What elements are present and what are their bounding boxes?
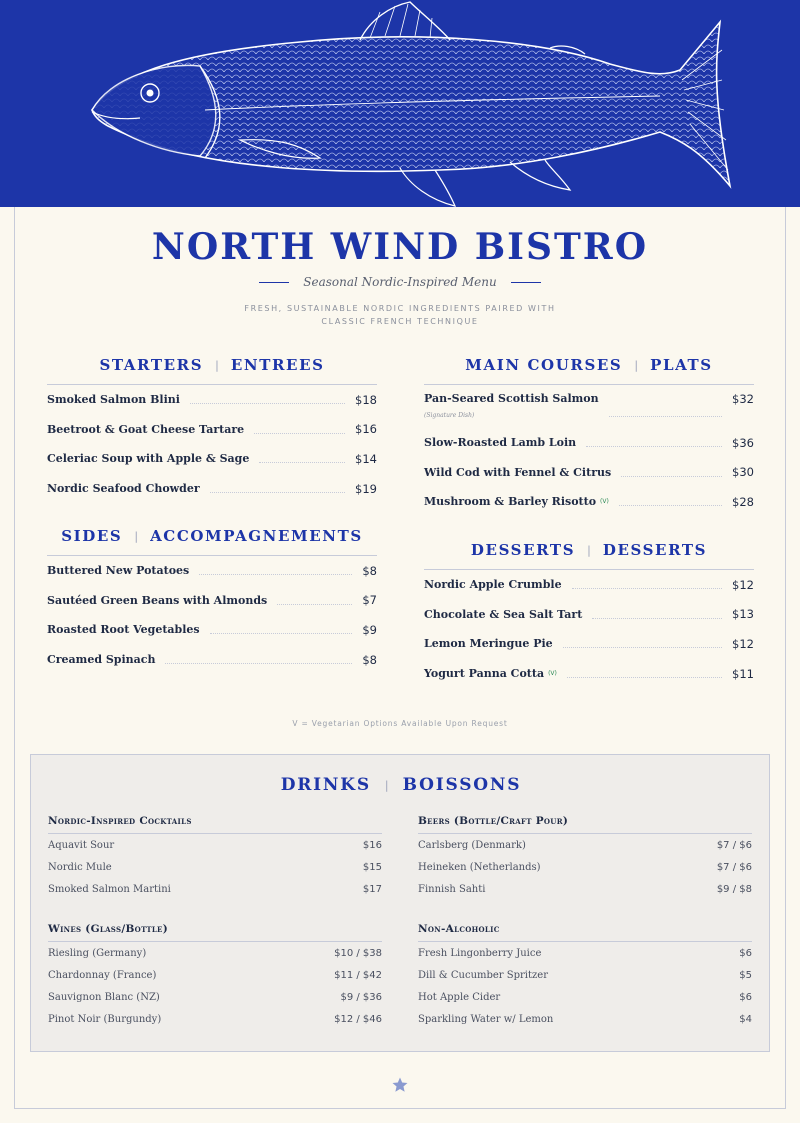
item-name: Nordic Apple Crumble <box>424 578 562 592</box>
item-name: Smoked Salmon Blini <box>47 393 180 407</box>
leader-dots <box>165 663 352 664</box>
divider <box>511 282 541 283</box>
drink-row <box>48 1008 382 1030</box>
menu-item <box>47 474 377 504</box>
menu-item <box>47 615 377 645</box>
item-price: $12 <box>732 636 754 651</box>
section-heading <box>47 356 377 385</box>
leader-dots <box>619 505 722 506</box>
drink-row <box>48 834 382 856</box>
section-title: STARTERS <box>99 356 204 374</box>
drink-row <box>418 834 752 856</box>
drinks-panel <box>30 754 770 1052</box>
drink-price: $5 <box>739 969 752 981</box>
section-sides <box>47 527 377 674</box>
item-name: Slow-Roasted Lamb Loin <box>424 436 577 450</box>
section-mains <box>424 356 754 517</box>
item-price: $13 <box>732 607 754 622</box>
drink-price: $4 <box>739 1013 752 1025</box>
drink-price: $9 / $36 <box>340 991 382 1003</box>
leader-dots <box>277 604 352 605</box>
leader-dots <box>254 433 345 434</box>
section-title-fr: PLATS <box>650 356 713 374</box>
leader-dots <box>210 492 345 493</box>
subtitle-row <box>0 275 800 289</box>
section-title: DESSERTS <box>470 541 576 559</box>
drink-row <box>418 986 752 1008</box>
drink-row <box>48 986 382 1008</box>
drink-row <box>418 942 752 964</box>
drink-group-wines <box>48 923 382 1030</box>
drinks-heading <box>31 775 771 795</box>
drink-price: $11 / $42 <box>334 969 382 981</box>
drink-name: Pinot Noir (Burgundy) <box>48 1013 162 1025</box>
leader-dots <box>621 476 722 477</box>
section-title-fr: ENTREES <box>230 356 325 374</box>
item-name: Buttered New Potatoes <box>47 564 190 578</box>
section-title-fr: DESSERTS <box>602 541 708 559</box>
leader-dots <box>259 462 345 463</box>
menu-subtitle: Seasonal Nordic-Inspired Menu <box>303 275 497 289</box>
menu-item <box>424 600 754 630</box>
drink-price: $17 <box>362 883 382 895</box>
section-title: SIDES <box>61 527 123 545</box>
drink-name: Nordic Mule <box>48 861 112 873</box>
drink-row <box>418 856 752 878</box>
leader-dots <box>609 416 722 417</box>
separator: | <box>634 358 639 372</box>
item-name: Lemon Meringue Pie <box>424 637 553 651</box>
drink-name: Hot Apple Cider <box>418 991 501 1003</box>
drink-price: $10 / $38 <box>334 947 382 959</box>
separator: | <box>215 358 219 372</box>
item-price: $7 <box>362 593 377 608</box>
section-heading <box>47 527 377 556</box>
leader-dots <box>572 588 722 589</box>
section-heading <box>424 541 754 570</box>
drink-price: $6 <box>739 991 752 1003</box>
header-banner <box>0 0 800 207</box>
section-title-fr: BOISSONS <box>402 775 522 795</box>
section-title: DRINKS <box>280 775 371 795</box>
drink-row <box>418 964 752 986</box>
item-price: $30 <box>732 465 754 480</box>
drink-price: $16 <box>362 839 382 851</box>
salmon-illustration-icon <box>0 0 800 207</box>
drink-row <box>48 878 382 900</box>
vegetarian-legend: V = Vegetarian Options Available Upon Request <box>292 719 508 728</box>
leader-dots <box>592 618 722 619</box>
item-price: $18 <box>355 392 377 407</box>
item-price: $36 <box>732 435 754 450</box>
drink-group-non-alcoholic <box>418 923 752 1030</box>
star-icon <box>391 1076 409 1094</box>
item-price: $8 <box>362 652 377 667</box>
item-name: Nordic Seafood Chowder <box>47 482 200 496</box>
menu-item <box>424 629 754 659</box>
drink-name: Chardonnay (France) <box>48 969 157 981</box>
drink-name: Sauvignon Blanc (NZ) <box>48 991 160 1003</box>
drink-price: $12 / $46 <box>334 1013 382 1025</box>
drink-row <box>48 964 382 986</box>
drink-name: Sparkling Water w/ Lemon <box>418 1013 554 1025</box>
item-name: Creamed Spinach <box>47 653 156 667</box>
drink-name: Finnish Sahti <box>418 883 486 895</box>
drink-name: Smoked Salmon Martini <box>48 883 171 895</box>
drink-group-beers <box>418 815 752 900</box>
item-name: Roasted Root Vegetables <box>47 623 200 637</box>
leader-dots <box>199 574 352 575</box>
drink-price: $9 / $8 <box>716 883 752 895</box>
drink-name: Heineken (Netherlands) <box>418 861 541 873</box>
menu-item <box>424 659 754 689</box>
menu-item <box>47 645 377 675</box>
item-name: Wild Cod with Fennel & Citrus <box>424 465 612 479</box>
item-price: $14 <box>355 451 377 466</box>
vegetarian-badge: (V) <box>600 498 609 506</box>
separator: | <box>384 778 389 792</box>
item-name: Beetroot & Goat Cheese Tartare <box>47 422 245 436</box>
menu-item <box>47 444 377 474</box>
menu-item <box>424 385 754 428</box>
drink-row <box>418 878 752 900</box>
item-price: $28 <box>732 494 754 509</box>
menu-item <box>47 556 377 586</box>
menu-item <box>424 570 754 600</box>
menu-item <box>47 415 377 445</box>
section-title: MAIN COURSES <box>465 356 623 374</box>
menu-item <box>424 487 754 517</box>
item-name: Celeriac Soup with Apple & Sage <box>47 452 250 466</box>
item-price: $11 <box>732 666 754 681</box>
separator: | <box>587 543 591 557</box>
item-price: $16 <box>355 422 377 437</box>
separator: | <box>134 529 139 543</box>
leader-dots <box>563 647 722 648</box>
menu-item <box>424 458 754 488</box>
item-price: $32 <box>732 392 754 406</box>
drink-group-cocktails <box>48 815 382 900</box>
drink-name: Fresh Lingonberry Juice <box>418 947 542 959</box>
drink-group-title: Nordic-Inspired Cocktails <box>48 815 382 834</box>
leader-dots <box>586 446 722 447</box>
restaurant-name: NORTH WIND BISTRO <box>151 226 649 268</box>
drink-group-title: Wines (Glass/Bottle) <box>48 923 382 942</box>
section-desserts <box>424 541 754 688</box>
leader-dots <box>567 677 722 678</box>
item-name: Yogurt Panna Cotta <box>424 667 545 681</box>
divider <box>259 282 289 283</box>
drink-price: $7 / $6 <box>716 861 752 873</box>
section-heading <box>424 356 754 385</box>
drink-row <box>48 942 382 964</box>
leader-dots <box>210 633 353 634</box>
item-name: Mushroom & Barley Risotto <box>424 495 597 509</box>
item-name: Chocolate & Sea Salt Tart <box>424 607 583 621</box>
drink-name: Carlsberg (Denmark) <box>418 839 526 851</box>
menu-item <box>47 385 377 415</box>
item-price: $19 <box>355 481 377 496</box>
item-price: $8 <box>362 563 377 578</box>
drink-group-title: Beers (Bottle/Craft Pour) <box>418 815 752 834</box>
item-price: $9 <box>362 622 377 637</box>
drink-group-title: Non-Alcoholic <box>418 923 752 942</box>
section-starters <box>47 356 377 503</box>
drink-name: Aquavit Sour <box>48 839 115 851</box>
section-title-fr: ACCOMPAGNEMENTS <box>150 527 363 545</box>
drink-row <box>48 856 382 878</box>
drink-name: Dill & Cucumber Spritzer <box>418 969 548 981</box>
drink-price: $6 <box>739 947 752 959</box>
leader-dots <box>190 403 345 404</box>
drink-row <box>418 1008 752 1030</box>
item-price: $12 <box>732 577 754 592</box>
item-name: Sautéed Green Beans with Almonds <box>47 593 268 607</box>
vegetarian-badge: (V) <box>548 670 557 678</box>
item-name: Pan-Seared Scottish Salmon <box>424 392 599 405</box>
menu-item <box>47 586 377 616</box>
menu-item <box>424 428 754 458</box>
item-note: (Signature Dish) <box>424 412 475 419</box>
tagline: FRESH, SUSTAINABLE NORDIC INGREDIENTS PAIRED WITH CLASSIC FRENCH TECHNIQUE <box>244 304 556 326</box>
drink-name: Riesling (Germany) <box>48 947 147 959</box>
drink-price: $15 <box>362 861 382 873</box>
drink-price: $7 / $6 <box>716 839 752 851</box>
